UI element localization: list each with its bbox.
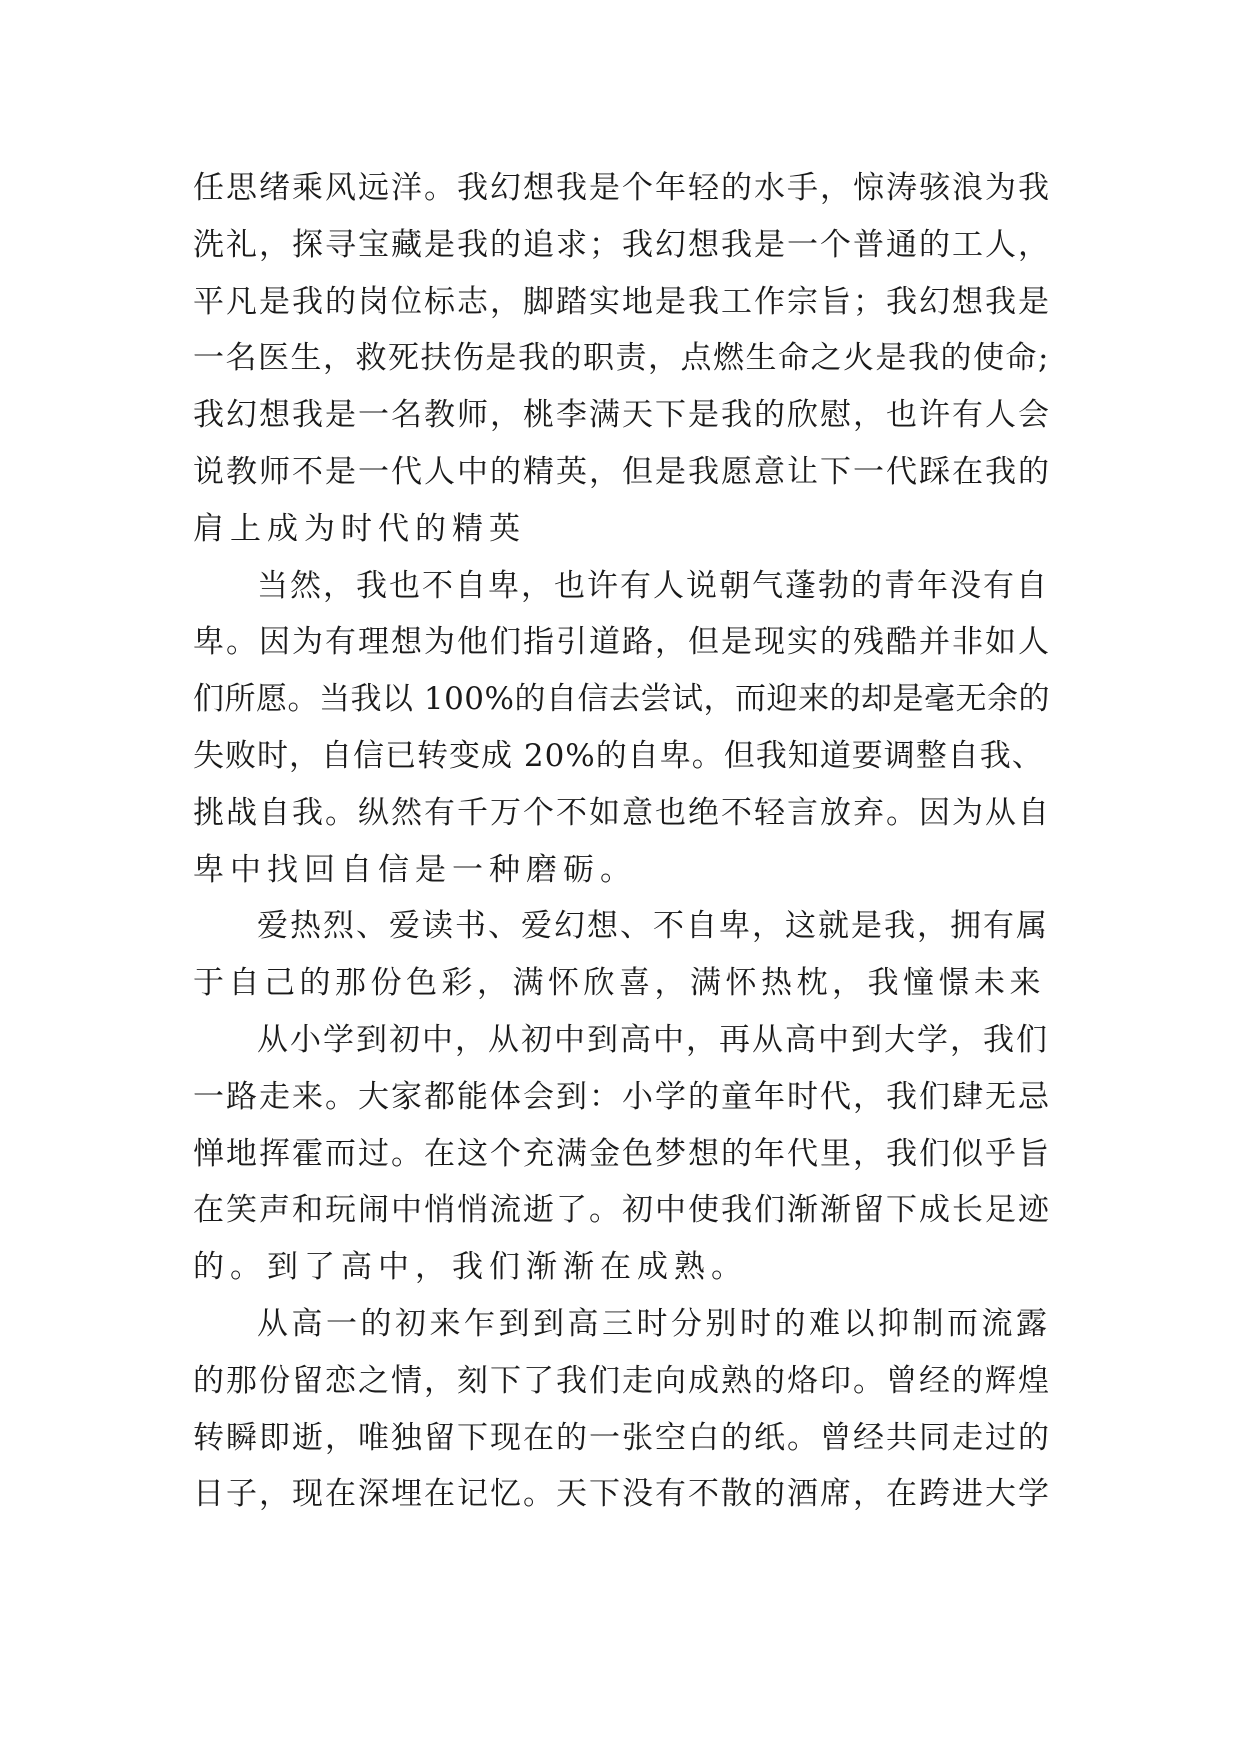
text-line: 洗礼，探寻宝藏是我的追求；我幻想我是一个普通的工人， [193, 226, 1051, 263]
text-line: 失败时，自信已转变成 20%的自卑。但我知道要调整自我、 [193, 737, 1044, 774]
document-body [193, 160, 1053, 1523]
text-line: 惮地挥霍而过。在这个充满金色梦想的年代里，我们似乎旨 [193, 1135, 1051, 1172]
text-line: 平凡是我的岗位标志，脚踏实地是我工作宗旨；我幻想我是 [193, 283, 1051, 320]
text-line: 一名医生，救死扶伤是我的职责，点燃生命之火是我的使命; [193, 340, 1050, 377]
text-line: 们所愿。当我以 100%的自信去尝试，而迎来的却是毫无余的 [193, 681, 1050, 718]
text-line: 任思绪乘风远洋。我幻想我是个年轻的水手，惊涛骇浪为我 [193, 170, 1051, 206]
paragraph-first-line: 爱热烈、爱读书、爱幻想、不自卑，这就是我，拥有属 [257, 908, 1049, 945]
text-line: 的那份留恋之情，刻下了我们走向成熟的烙印。曾经的辉煌 [193, 1362, 1051, 1399]
paragraph-first-line: 从高一的初来乍到到高三时分别时的难以抑制而流露 [257, 1305, 1051, 1342]
text-line: 日子，现在深埋在记忆。天下没有不散的酒席，在跨进大学 [193, 1476, 1051, 1513]
paragraph-first-line: 当然，我也不自卑，也许有人说朝气蓬勃的青年没有自 [257, 567, 1049, 604]
text-line: 肩上成为时代的精英 [193, 510, 526, 547]
text-line: 卑。因为有理想为他们指引道路，但是现实的残酷并非如人 [193, 624, 1051, 661]
text-line: 卑中找回自信是一种磨砺。 [193, 851, 637, 888]
text-line: 的。到了高中，我们渐渐在成熟。 [193, 1249, 748, 1286]
text-line: 说教师不是一代人中的精英，但是我愿意让下一代踩在我的 [193, 453, 1051, 490]
text-line: 转瞬即逝，唯独留下现在的一张空白的纸。曾经共同走过的 [193, 1419, 1051, 1456]
text-line: 我幻想我是一名教师，桃李满天下是我的欣慰，也许有人会 [193, 397, 1051, 434]
text-line: 于自己的那份色彩，满怀欣喜，满怀热枕，我憧憬未来 [193, 965, 1045, 1002]
text-line: 在笑声和玩闹中悄悄流逝了。初中使我们渐渐留下成长足迹 [193, 1192, 1051, 1229]
text-line: 挑战自我。纵然有千万个不如意也绝不轻言放弃。因为从自 [193, 794, 1051, 831]
text-line: 一路走来。大家都能体会到：小学的童年时代，我们肆无忌 [193, 1078, 1051, 1115]
paragraph-first-line: 从小学到初中，从初中到高中，再从高中到大学，我们 [257, 1021, 1049, 1058]
